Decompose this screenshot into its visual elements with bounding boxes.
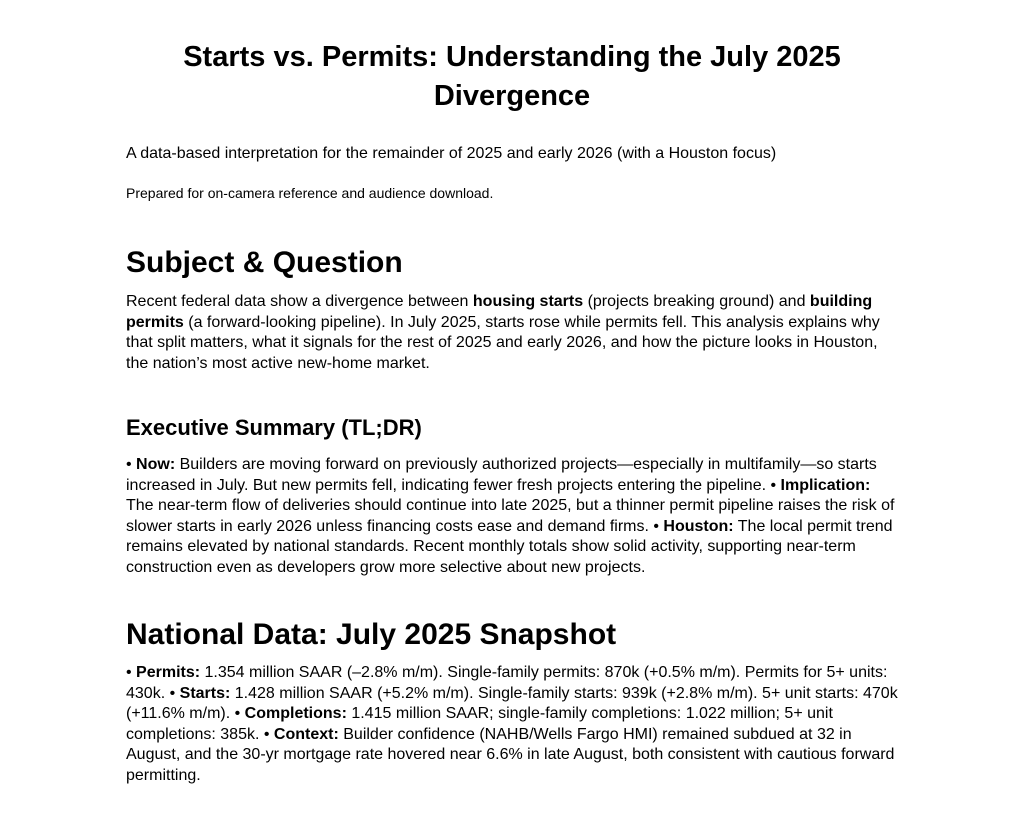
national-label: Starts: — [179, 684, 231, 702]
subject-bold-housing-starts: housing starts — [472, 293, 584, 310]
subject-text-3: (a forward-looking pipeline). In July 2025, starts rose while permits fell. This analysis explains why that split matters, what it signals for the rest of 2025 and early 2026, and how the picture looks in Houston, the nation’s most active new-home market. — [126, 313, 880, 372]
national-label: Permits: — [136, 664, 201, 681]
prepared-note: Prepared for on-camera reference and audience download. — [126, 185, 494, 201]
bullet: • — [126, 456, 137, 473]
national-text: 1.354 million SAAR (–2.8% m/m). Single-family permits: 870k (+0.5% m/m). Permits for 5+ units: 430k. — [126, 664, 888, 702]
summary-label: Implication: — [780, 476, 871, 494]
national-text: 1.428 million SAAR (+5.2% m/m). Single-family starts: 939k (+2.8% m/m). 5+ unit starts: 470k (+11.6% m/m). — [126, 684, 898, 722]
bullet: • — [126, 664, 137, 681]
executive-summary-heading: Executive Summary (TL;DR) — [126, 415, 422, 440]
subject-heading: Subject & Question — [126, 246, 403, 279]
national-label: Completions: — [244, 705, 347, 722]
executive-summary-paragraph — [126, 455, 901, 578]
document-subtitle: A data-based interpretation for the remainder of 2025 and early 2026 (with a Houston focus) — [126, 145, 777, 162]
national-text: 1.415 million SAAR; single-family completions: 1.022 million; 5+ unit completions: 385k. — [126, 705, 833, 743]
subject-paragraph — [126, 292, 901, 374]
document-title: Starts vs. Permits: Understanding the July 2025 Divergence — [183, 41, 841, 112]
bullet: • — [234, 705, 245, 722]
summary-label: Houston: — [663, 517, 734, 535]
subject-text-1: Recent federal data show a divergence between — [126, 293, 473, 310]
bullet: • — [770, 476, 781, 494]
national-label: Context: — [273, 725, 339, 743]
summary-text: Builders are moving forward on previously authorized projects—especially in multifamily—so starts increased in July. But new permits fell, indicating fewer fresh projects entering the pipeline. — [126, 456, 877, 494]
national-data-heading: National Data: July 2025 Snapshot — [126, 618, 617, 651]
summary-text: The near-term flow of deliveries should continue into late 2025, but a thinner permit pipeline raises the risk of slower starts in early 2026 unless financing costs ease and demand firms. — [126, 497, 895, 535]
bullet: • — [653, 517, 664, 535]
bullet: • — [263, 725, 274, 743]
subject-bold-building-permits: building permits — [126, 293, 873, 331]
summary-text: The local permit trend remains elevated by national standards. Recent monthly totals show solid activity, supporting near-term construction even as developers grow more selective about new projects. — [126, 517, 893, 576]
summary-label: Now: — [136, 456, 176, 473]
national-text: Builder confidence (NAHB/Wells Fargo HMI) remained subdued at 32 in August, and the 30-yr mortgage rate hovered near 6.6% in late August, both consistent with cautious forward permitting. — [126, 725, 895, 784]
national-data-paragraph — [126, 663, 901, 786]
summary-item-now — [126, 456, 877, 494]
bullet: • — [169, 684, 180, 702]
subject-text-2: (projects breaking ground) and — [583, 293, 810, 310]
